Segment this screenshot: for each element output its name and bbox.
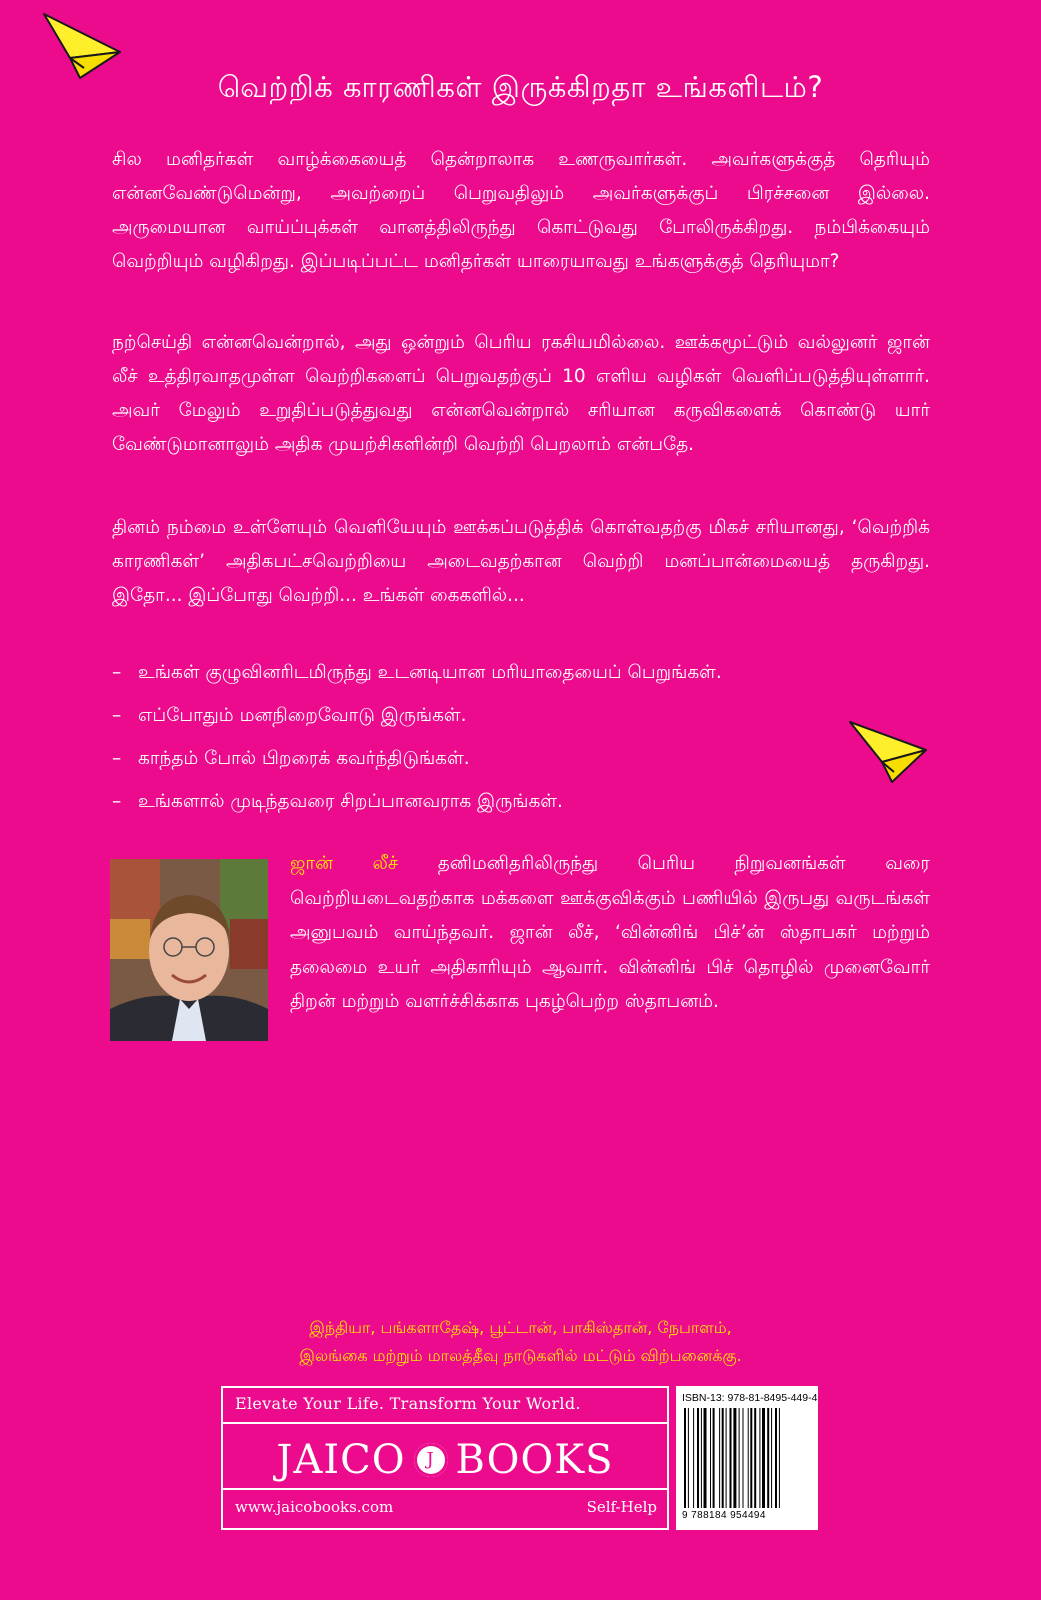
list-item — [112, 742, 872, 785]
book-category: Self-Help — [586, 1498, 657, 1516]
benefits-list — [112, 656, 872, 828]
barcode-digits: 9 788184 954494 — [682, 1510, 766, 1521]
distribution-line: இலங்கை மற்றும் மாலத்தீவு நாடுகளில் மட்டும் விற்பனைக்கு. — [299, 1346, 742, 1365]
author-bio-text: தனிமனிதரிலிருந்து பெரிய நிறுவனங்கள் வரை வெற்றியடைவதற்காக மக்களை ஊக்குவிக்கும் பணியில் இருபது வருடங்கள் அனுபவம் வாய்ந்தவர். ஜான் லீச், ‘வின்னிங் பிச்’ன் ஸ்தாபகர் மற்றும் தலைமை உயர் அதிகாரியும் ஆவார். வின்னிங் பிச் தொழில் முனைவோர் திறன் மற்றும் வளர்ச்சிக்காக புகழ்பெற்ற ஸ்தாபனம். — [290, 853, 930, 1012]
bullet-dash: – — [112, 748, 122, 769]
publisher-box — [221, 1386, 669, 1530]
list-item-text: காந்தம் போல் பிறரைக் கவர்ந்திடுங்கள். — [138, 748, 470, 769]
good-news-paragraph: நற்செய்தி என்னவென்றால், அது ஒன்றும் பெரிய ரகசியமில்லை. ஊக்கமூட்டும் வல்லுனர் ஜான் லீச் உத்திரவாதமுள்ள வெற்றிகளைப் பெறுவதற்குப் 10 எளிய வழிகள் வெளிப்படுத்தியுள்ளார். அவர் மேலும் உறுதிப்படுத்துவது என்னவென்றால் சரியான கருவிகளைக் கொண்டு யார் வேண்டுமானாலும் அதிக முயற்சிகளின்றி வெற்றி பெறலாம் என்பதே. — [112, 332, 930, 455]
list-item — [112, 699, 872, 742]
publisher-website[interactable]: www.jaicobooks.com — [235, 1498, 394, 1516]
paper-plane-icon — [848, 720, 928, 784]
list-item-text: உங்களால் முடிந்தவரை சிறப்பானவராக இருங்கள். — [138, 791, 563, 812]
publisher-brand — [223, 1432, 667, 1482]
page-title: வெற்றிக் காரணிகள் இருக்கிறதா உங்களிடம்? — [217, 70, 824, 104]
distribution-note — [0, 1314, 1041, 1370]
bullet-dash: – — [112, 791, 122, 812]
divider — [223, 1422, 667, 1424]
list-item — [112, 656, 872, 699]
motivation-paragraph: தினம் நம்மை உள்ளேயும் வெளியேயும் ஊக்கப்படுத்திக் கொள்வதற்கு மிகச் சரியானது, ‘வெற்றிக் காரணிகள்’ அதிகபட்சவெற்றியை அடைவதற்கான வெற்றி மனப்பான்மையைத் தருகிறது. இதோ... இப்போது வெற்றி... உங்கள் கைகளில்... — [112, 517, 930, 606]
author-photo — [110, 859, 268, 1041]
isbn-label: ISBN-13: 978-81-8495-449-4 — [682, 1392, 818, 1404]
distribution-line: இந்தியா, பங்களாதேஷ், பூட்டான், பாகிஸ்தான், நேபாளம், — [309, 1318, 732, 1337]
publisher-tagline: Elevate Your Life. Transform Your World. — [235, 1394, 581, 1413]
bullet-dash: – — [112, 705, 122, 726]
list-item-text: உங்கள் குழுவினரிடமிருந்து உடனடியான மரியாதையைப் பெறுங்கள். — [138, 662, 722, 683]
list-item-text: எப்போதும் மனநிறைவோடு இருங்கள். — [138, 705, 467, 726]
author-bio — [290, 847, 930, 1020]
brand-name-right: BOOKS — [455, 1437, 614, 1483]
intro-paragraph: சில மனிதர்கள் வாழ்க்கையைத் தென்றாலாக உணருவார்கள். அவர்களுக்குத் தெரியும் என்னவேண்டுமென்று, அவற்றைப் பெறுவதிலும் அவர்களுக்குப் பிரச்சனை இல்லை. அருமையான வாய்ப்புக்கள் வானத்திலிருந்து கொட்டுவது போலிருக்கிறது. நம்பிக்கையும் வெற்றியும் வழிகிறது. இப்படிப்பட்ட மனிதர்கள் யாரையாவது உங்களுக்குத் தெரியுமா? — [112, 149, 930, 272]
divider — [223, 1488, 667, 1490]
barcode-icon — [684, 1408, 810, 1508]
bullet-dash: – — [112, 662, 122, 683]
jaico-logo-icon: J — [414, 1443, 448, 1477]
list-item — [112, 785, 872, 828]
barcode-box — [676, 1386, 818, 1530]
brand-name-left: JAICO — [276, 1437, 406, 1483]
author-name: ஜான் லீச் — [290, 853, 399, 874]
